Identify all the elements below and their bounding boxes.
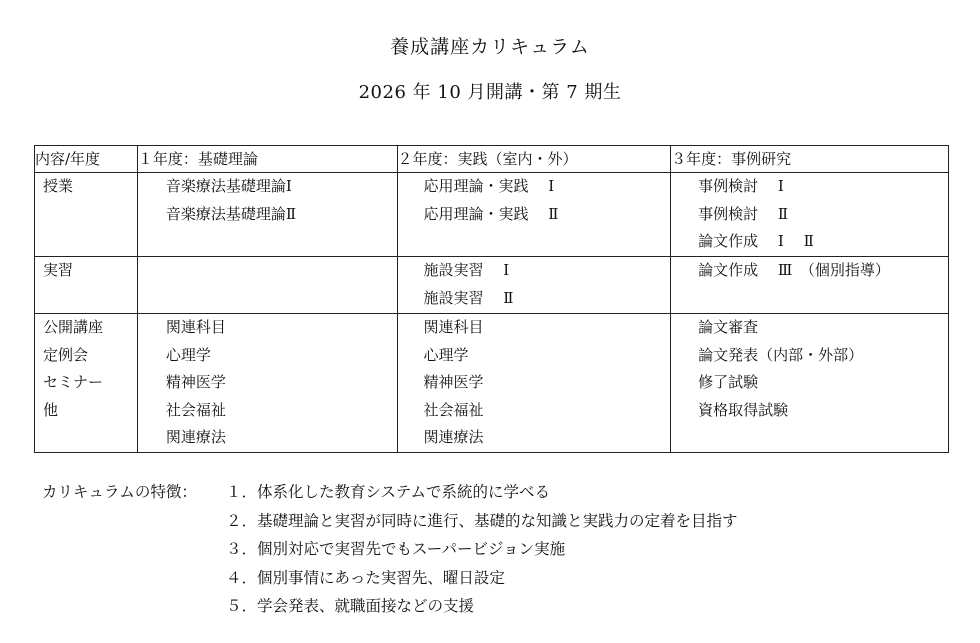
course-item: 応用理論・実践 Ⅱ (423, 204, 559, 223)
category-label: 他 (43, 400, 59, 419)
category-label: 定例会 (43, 345, 89, 364)
year2-cell (397, 173, 671, 257)
table-header-row (35, 146, 949, 173)
category-cell (35, 257, 138, 314)
course-item: 事例検討 Ⅰ (698, 177, 784, 195)
course-item: 論文審査 (698, 318, 759, 336)
course-item: 心理学 (165, 345, 211, 364)
course-item: 施設実習 Ⅱ (423, 288, 514, 307)
feature-item (42, 592, 738, 621)
course-item: 社会福祉 (165, 400, 226, 419)
course-item: 資格取得試験 (698, 400, 789, 419)
course-item: 関連療法 (165, 428, 226, 446)
feature-item (42, 507, 738, 536)
category-label: 公開講座 (43, 318, 104, 336)
page-title: 養成講座カリキュラム (390, 36, 590, 58)
year3-cell (671, 257, 949, 314)
year2-cell (397, 314, 671, 453)
header-year-3: ３年度：事例研究 (671, 146, 949, 173)
course-item: 施設実習 Ⅰ (423, 261, 510, 279)
curriculum-features (42, 478, 738, 621)
feature-text: ３．個別対応で実習先でもスーパービジョン実施 (226, 540, 566, 558)
course-item: 精神医学 (165, 373, 226, 391)
year3-cell (671, 173, 949, 257)
feature-item (42, 564, 738, 593)
feature-item (42, 478, 738, 507)
course-item: 精神医学 (423, 373, 484, 391)
feature-text: ５．学会発表、就職面接などの支援 (226, 597, 475, 615)
year2-cell (397, 257, 671, 314)
year1-cell (137, 314, 397, 453)
curriculum-table (34, 145, 949, 453)
year1-cell (137, 173, 397, 257)
feature-text: ２．基礎理論と実習が同時に進行、基礎的な知識と実践力の定着を目指す (226, 511, 738, 530)
features-label: カリキュラムの特徴： (42, 483, 197, 501)
course-item: 音楽療法基礎理論Ⅱ (165, 204, 297, 223)
course-item: 論文作成 Ⅰ Ⅱ (698, 232, 814, 250)
course-item: 応用理論・実践 Ⅰ (423, 177, 555, 195)
table-row-public-lectures (35, 314, 949, 453)
course-item: 論文発表（内部・外部） (698, 345, 864, 364)
category-label: 実習 (43, 261, 74, 279)
course-item: 論文作成 Ⅲ （個別指導） (698, 261, 890, 279)
table-row-lectures (35, 173, 949, 257)
category-cell (35, 173, 138, 257)
category-cell (35, 314, 138, 453)
header-year-1: １年度：基礎理論 (137, 146, 397, 173)
feature-text: １．体系化した教育システムで系統的に学べる (226, 483, 550, 501)
category-label: 授業 (43, 177, 74, 195)
year3-cell (671, 314, 949, 453)
course-item: 音楽療法基礎理論Ⅰ (165, 177, 292, 195)
header-year-2: ２年度：実践（室内・外） (397, 146, 671, 173)
course-item: 修了試験 (698, 373, 759, 391)
table-row-practicum (35, 257, 949, 314)
course-item: 社会福祉 (423, 400, 484, 419)
category-label: セミナー (43, 373, 104, 391)
year1-cell (137, 257, 397, 314)
course-item: 心理学 (423, 345, 469, 364)
feature-item (42, 535, 738, 564)
course-item: 事例検討 Ⅱ (698, 204, 789, 223)
feature-text: ４．個別事情にあった実習先、曜日設定 (226, 568, 505, 587)
course-item: 関連療法 (423, 428, 484, 446)
course-item: 関連科目 (423, 318, 484, 336)
header-content-year: 内容/年度 (35, 146, 138, 173)
course-item: 関連科目 (165, 318, 226, 336)
page-subtitle: 2026 年 10 月開講・第 7 期生 (358, 82, 622, 103)
